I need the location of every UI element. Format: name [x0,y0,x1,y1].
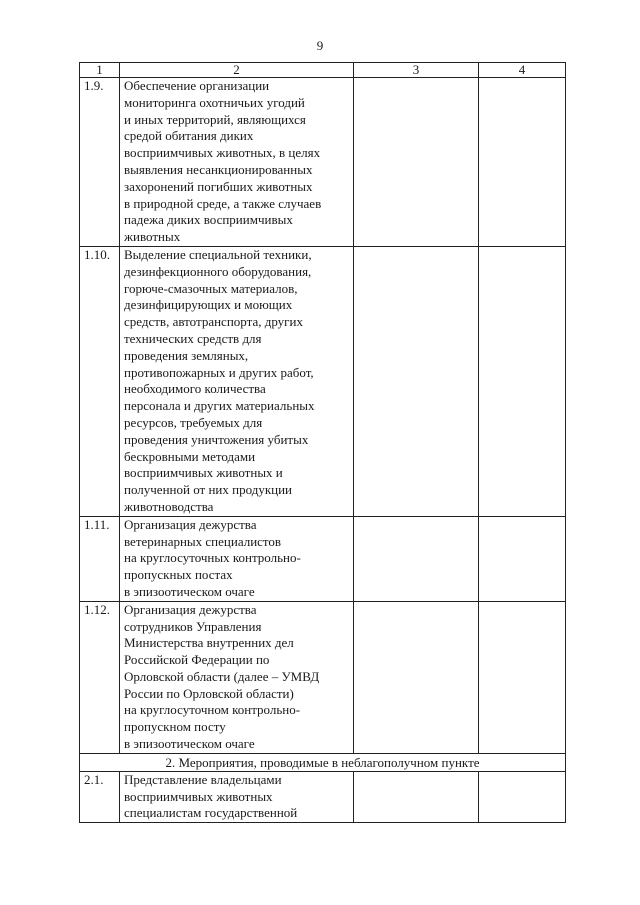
table-row [80,771,566,822]
row-number: 1.10. [80,246,120,516]
row-col3 [354,78,479,247]
row-col3 [354,601,479,753]
table-row [80,78,566,247]
row-col4 [479,771,566,822]
table-row [80,516,566,601]
row-col4 [479,78,566,247]
header-col-3: 3 [354,63,479,78]
row-description: Представление владельцами восприимчивых животных специалистам государственной [120,771,354,822]
table-header-row [80,63,566,78]
row-description: Организация дежурства ветеринарных специалистов на круглосуточных контрольно- пропускных постах в эпизоотическом очаге [120,516,354,601]
row-number: 1.11. [80,516,120,601]
row-number: 1.9. [80,78,120,247]
row-description: Организация дежурства сотрудников Управления Министерства внутренних дел Российской Федерации по Орловской области (далее – УМВД России по Орловской области) на круглосуточном контрольно- пропускном посту в эпизоотическом очаге [120,601,354,753]
row-number: 1.12. [80,601,120,753]
row-col3 [354,516,479,601]
measures-table [79,62,566,823]
row-col4 [479,516,566,601]
row-col4 [479,601,566,753]
section-row [80,753,566,771]
row-col3 [354,771,479,822]
table-row [80,601,566,753]
row-col3 [354,246,479,516]
row-description: Выделение специальной техники, дезинфекционного оборудования, горюче-смазочных материалов, дезинфицирующих и моющих средств, автотранспорта, других технических средств для проведения земляных, противопожарных и других работ, необходимого количества персонала и других материальных ресурсов, требуемых для проведения уничтожения убитых бескровными методами восприимчивых животных и полученной от них продукции животноводства [120,246,354,516]
row-col4 [479,246,566,516]
row-number: 2.1. [80,771,120,822]
table-row [80,246,566,516]
header-col-2: 2 [120,63,354,78]
row-description: Обеспечение организации мониторинга охотничьих угодий и иных территорий, являющихся средой обитания диких восприимчивых животных, в целях выявления несанкционированных захоронений погибших животных в природной среде, а также случаев падежа диких восприимчивых животных [120,78,354,247]
header-col-4: 4 [479,63,566,78]
header-col-1: 1 [80,63,120,78]
section-title: 2. Мероприятия, проводимые в неблагополучном пункте [80,753,566,771]
page-number: 9 [316,38,324,53]
